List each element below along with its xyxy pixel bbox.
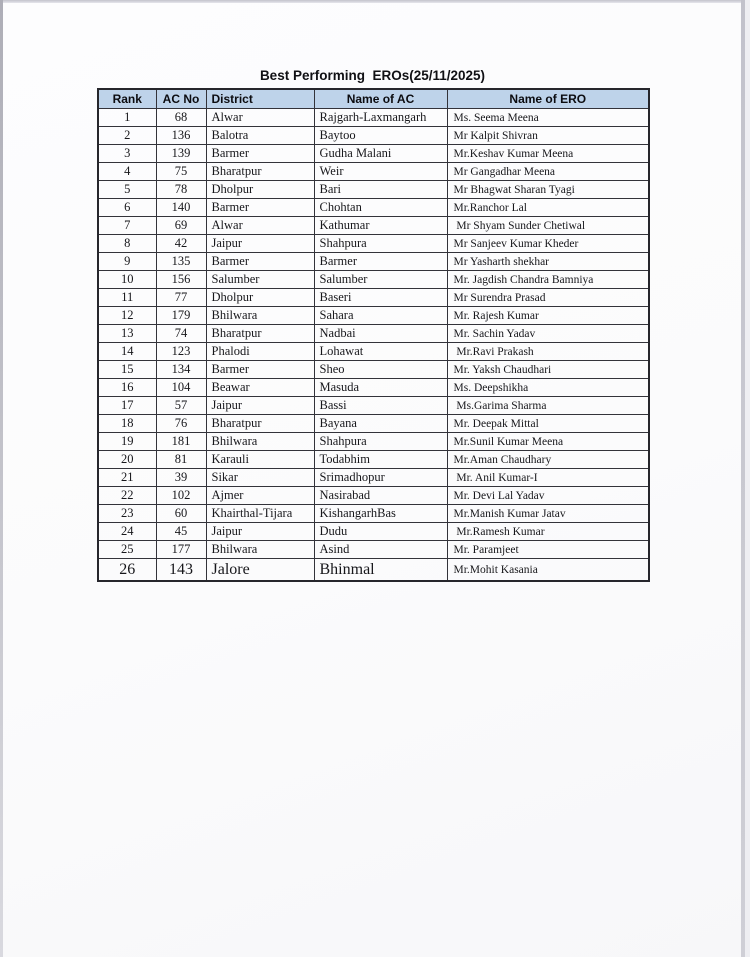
table-row bbox=[98, 505, 649, 523]
table-row bbox=[98, 127, 649, 145]
rank-cell: 11 bbox=[98, 289, 156, 307]
district-cell: Jaipur bbox=[206, 235, 314, 253]
rank-cell: 10 bbox=[98, 271, 156, 289]
district-cell: Bharatpur bbox=[206, 415, 314, 433]
table-row bbox=[98, 163, 649, 181]
name-of-ero-cell: Mr Gangadhar Meena bbox=[447, 163, 649, 181]
ac-no-cell: 143 bbox=[156, 559, 206, 582]
ac-no-cell: 69 bbox=[156, 217, 206, 235]
table-row bbox=[98, 289, 649, 307]
name-of-ero-cell: Ms. Seema Meena bbox=[447, 109, 649, 127]
name-of-ac-cell: Bari bbox=[314, 181, 447, 199]
rank-cell: 13 bbox=[98, 325, 156, 343]
table-row bbox=[98, 235, 649, 253]
name-of-ero-cell: Mr Shyam Sunder Chetiwal bbox=[447, 217, 649, 235]
table-row bbox=[98, 217, 649, 235]
ac-no-cell: 42 bbox=[156, 235, 206, 253]
district-cell: Karauli bbox=[206, 451, 314, 469]
rank-cell: 9 bbox=[98, 253, 156, 271]
district-cell: Bharatpur bbox=[206, 325, 314, 343]
name-of-ero-cell: Mr. Yaksh Chaudhari bbox=[447, 361, 649, 379]
rank-cell: 21 bbox=[98, 469, 156, 487]
name-of-ero-cell: Ms. Deepshikha bbox=[447, 379, 649, 397]
name-of-ac-cell: Salumber bbox=[314, 271, 447, 289]
district-cell: Bharatpur bbox=[206, 163, 314, 181]
rank-cell: 18 bbox=[98, 415, 156, 433]
rank-cell: 23 bbox=[98, 505, 156, 523]
district-cell: Barmer bbox=[206, 199, 314, 217]
rank-cell: 24 bbox=[98, 523, 156, 541]
table-row bbox=[98, 343, 649, 361]
name-of-ero-cell: Mr.Manish Kumar Jatav bbox=[447, 505, 649, 523]
name-of-ac-cell: Weir bbox=[314, 163, 447, 181]
name-of-ac-cell: Bayana bbox=[314, 415, 447, 433]
name-of-ero-cell: Mr Bhagwat Sharan Tyagi bbox=[447, 181, 649, 199]
name-of-ac-cell: Nadbai bbox=[314, 325, 447, 343]
ac-no-cell: 74 bbox=[156, 325, 206, 343]
name-of-ac-cell: Rajgarh-Laxmangarh bbox=[314, 109, 447, 127]
district-cell: Beawar bbox=[206, 379, 314, 397]
name-of-ero-cell: Mr Kalpit Shivran bbox=[447, 127, 649, 145]
ac-no-cell: 140 bbox=[156, 199, 206, 217]
name-of-ero-cell: Mr.Ramesh Kumar bbox=[447, 523, 649, 541]
name-of-ero-cell: Mr. Devi Lal Yadav bbox=[447, 487, 649, 505]
rank-cell: 15 bbox=[98, 361, 156, 379]
name-of-ero-cell: Mr. Anil Kumar-I bbox=[447, 469, 649, 487]
ac-no-cell: 78 bbox=[156, 181, 206, 199]
table-row bbox=[98, 559, 649, 582]
rank-cell: 16 bbox=[98, 379, 156, 397]
name-of-ero-cell: Mr. Paramjeet bbox=[447, 541, 649, 559]
name-of-ac-cell: Masuda bbox=[314, 379, 447, 397]
ac-no-cell: 81 bbox=[156, 451, 206, 469]
ac-no-cell: 77 bbox=[156, 289, 206, 307]
ac-no-cell: 177 bbox=[156, 541, 206, 559]
district-cell: Jaipur bbox=[206, 397, 314, 415]
name-of-ero-cell: Mr. Jagdish Chandra Bamniya bbox=[447, 271, 649, 289]
district-cell: Barmer bbox=[206, 361, 314, 379]
ac-no-cell: 134 bbox=[156, 361, 206, 379]
district-cell: Alwar bbox=[206, 109, 314, 127]
district-cell: Bhilwara bbox=[206, 541, 314, 559]
column-header-name-of-ero: Name of ERO bbox=[447, 89, 649, 109]
column-header-ac-no: AC No bbox=[156, 89, 206, 109]
name-of-ac-cell: Sahara bbox=[314, 307, 447, 325]
name-of-ero-cell: Mr Surendra Prasad bbox=[447, 289, 649, 307]
district-cell: Sikar bbox=[206, 469, 314, 487]
district-cell: Balotra bbox=[206, 127, 314, 145]
table-row bbox=[98, 109, 649, 127]
photo-edge-left bbox=[0, 0, 3, 957]
district-cell: Bhilwara bbox=[206, 433, 314, 451]
district-cell: Salumber bbox=[206, 271, 314, 289]
name-of-ero-cell: Mr.Mohit Kasania bbox=[447, 559, 649, 582]
name-of-ac-cell: Shahpura bbox=[314, 433, 447, 451]
name-of-ac-cell: Asind bbox=[314, 541, 447, 559]
column-header-district: District bbox=[206, 89, 314, 109]
ac-no-cell: 68 bbox=[156, 109, 206, 127]
rank-cell: 19 bbox=[98, 433, 156, 451]
rank-cell: 2 bbox=[98, 127, 156, 145]
table-row bbox=[98, 253, 649, 271]
table-row bbox=[98, 469, 649, 487]
rank-cell: 8 bbox=[98, 235, 156, 253]
table-row bbox=[98, 307, 649, 325]
district-cell: Dholpur bbox=[206, 289, 314, 307]
district-cell: Dholpur bbox=[206, 181, 314, 199]
ac-no-cell: 181 bbox=[156, 433, 206, 451]
rank-cell: 6 bbox=[98, 199, 156, 217]
name-of-ero-cell: Mr.Sunil Kumar Meena bbox=[447, 433, 649, 451]
photo-edge-right bbox=[741, 0, 745, 957]
table-row bbox=[98, 145, 649, 163]
table-row bbox=[98, 541, 649, 559]
name-of-ac-cell: Sheo bbox=[314, 361, 447, 379]
rank-cell: 7 bbox=[98, 217, 156, 235]
district-cell: Ajmer bbox=[206, 487, 314, 505]
district-cell: Bhilwara bbox=[206, 307, 314, 325]
rank-cell: 5 bbox=[98, 181, 156, 199]
column-header-rank: Rank bbox=[98, 89, 156, 109]
district-cell: Jaipur bbox=[206, 523, 314, 541]
name-of-ac-cell: Baytoo bbox=[314, 127, 447, 145]
rank-cell: 12 bbox=[98, 307, 156, 325]
document-page bbox=[97, 66, 648, 582]
name-of-ero-cell: Mr. Rajesh Kumar bbox=[447, 307, 649, 325]
district-cell: Alwar bbox=[206, 217, 314, 235]
name-of-ac-cell: Shahpura bbox=[314, 235, 447, 253]
rank-cell: 17 bbox=[98, 397, 156, 415]
ac-no-cell: 123 bbox=[156, 343, 206, 361]
name-of-ero-cell: Mr. Sachin Yadav bbox=[447, 325, 649, 343]
ac-no-cell: 136 bbox=[156, 127, 206, 145]
table-row bbox=[98, 433, 649, 451]
ac-no-cell: 76 bbox=[156, 415, 206, 433]
ac-no-cell: 139 bbox=[156, 145, 206, 163]
district-cell: Phalodi bbox=[206, 343, 314, 361]
name-of-ac-cell: Nasirabad bbox=[314, 487, 447, 505]
ac-no-cell: 104 bbox=[156, 379, 206, 397]
ac-no-cell: 75 bbox=[156, 163, 206, 181]
name-of-ero-cell: Mr Yasharth shekhar bbox=[447, 253, 649, 271]
name-of-ac-cell: Srimadhopur bbox=[314, 469, 447, 487]
column-header-name-of-ac: Name of AC bbox=[314, 89, 447, 109]
name-of-ac-cell: Baseri bbox=[314, 289, 447, 307]
header-row bbox=[98, 89, 649, 109]
district-cell: Khairthal-Tijara bbox=[206, 505, 314, 523]
name-of-ac-cell: Todabhim bbox=[314, 451, 447, 469]
rank-cell: 20 bbox=[98, 451, 156, 469]
name-of-ac-cell: Lohawat bbox=[314, 343, 447, 361]
name-of-ero-cell: Mr.Aman Chaudhary bbox=[447, 451, 649, 469]
name-of-ero-cell: Mr.Ravi Prakash bbox=[447, 343, 649, 361]
table-row bbox=[98, 199, 649, 217]
name-of-ero-cell: Mr Sanjeev Kumar Kheder bbox=[447, 235, 649, 253]
ac-no-cell: 102 bbox=[156, 487, 206, 505]
table-row bbox=[98, 325, 649, 343]
photo-edge-right-outer bbox=[745, 0, 750, 957]
rank-cell: 4 bbox=[98, 163, 156, 181]
ac-no-cell: 60 bbox=[156, 505, 206, 523]
district-cell: Jalore bbox=[206, 559, 314, 582]
district-cell: Barmer bbox=[206, 145, 314, 163]
rank-cell: 25 bbox=[98, 541, 156, 559]
name-of-ac-cell: Bassi bbox=[314, 397, 447, 415]
ac-no-cell: 135 bbox=[156, 253, 206, 271]
table-row bbox=[98, 397, 649, 415]
page-title: Best Performing EROs(25/11/2025) bbox=[259, 68, 486, 83]
table-row bbox=[98, 487, 649, 505]
rank-cell: 26 bbox=[98, 559, 156, 582]
rank-cell: 22 bbox=[98, 487, 156, 505]
name-of-ero-cell: Ms.Garima Sharma bbox=[447, 397, 649, 415]
table-row bbox=[98, 181, 649, 199]
ac-no-cell: 156 bbox=[156, 271, 206, 289]
name-of-ac-cell: Gudha Malani bbox=[314, 145, 447, 163]
ac-no-cell: 39 bbox=[156, 469, 206, 487]
name-of-ac-cell: Barmer bbox=[314, 253, 447, 271]
table-row bbox=[98, 451, 649, 469]
name-of-ac-cell: Kathumar bbox=[314, 217, 447, 235]
district-cell: Barmer bbox=[206, 253, 314, 271]
photo-edge-top bbox=[0, 0, 750, 3]
table-row bbox=[98, 361, 649, 379]
ero-table bbox=[97, 88, 650, 582]
rank-cell: 1 bbox=[98, 109, 156, 127]
table-row bbox=[98, 415, 649, 433]
rank-cell: 14 bbox=[98, 343, 156, 361]
ac-no-cell: 179 bbox=[156, 307, 206, 325]
ac-no-cell: 45 bbox=[156, 523, 206, 541]
name-of-ero-cell: Mr. Deepak Mittal bbox=[447, 415, 649, 433]
name-of-ac-cell: KishangarhBas bbox=[314, 505, 447, 523]
table-row bbox=[98, 379, 649, 397]
table-row bbox=[98, 523, 649, 541]
rank-cell: 3 bbox=[98, 145, 156, 163]
name-of-ac-cell: Dudu bbox=[314, 523, 447, 541]
name-of-ac-cell: Bhinmal bbox=[314, 559, 447, 582]
ac-no-cell: 57 bbox=[156, 397, 206, 415]
table-body bbox=[98, 109, 649, 582]
name-of-ero-cell: Mr.Ranchor Lal bbox=[447, 199, 649, 217]
table-row bbox=[98, 271, 649, 289]
name-of-ac-cell: Chohtan bbox=[314, 199, 447, 217]
name-of-ero-cell: Mr.Keshav Kumar Meena bbox=[447, 145, 649, 163]
